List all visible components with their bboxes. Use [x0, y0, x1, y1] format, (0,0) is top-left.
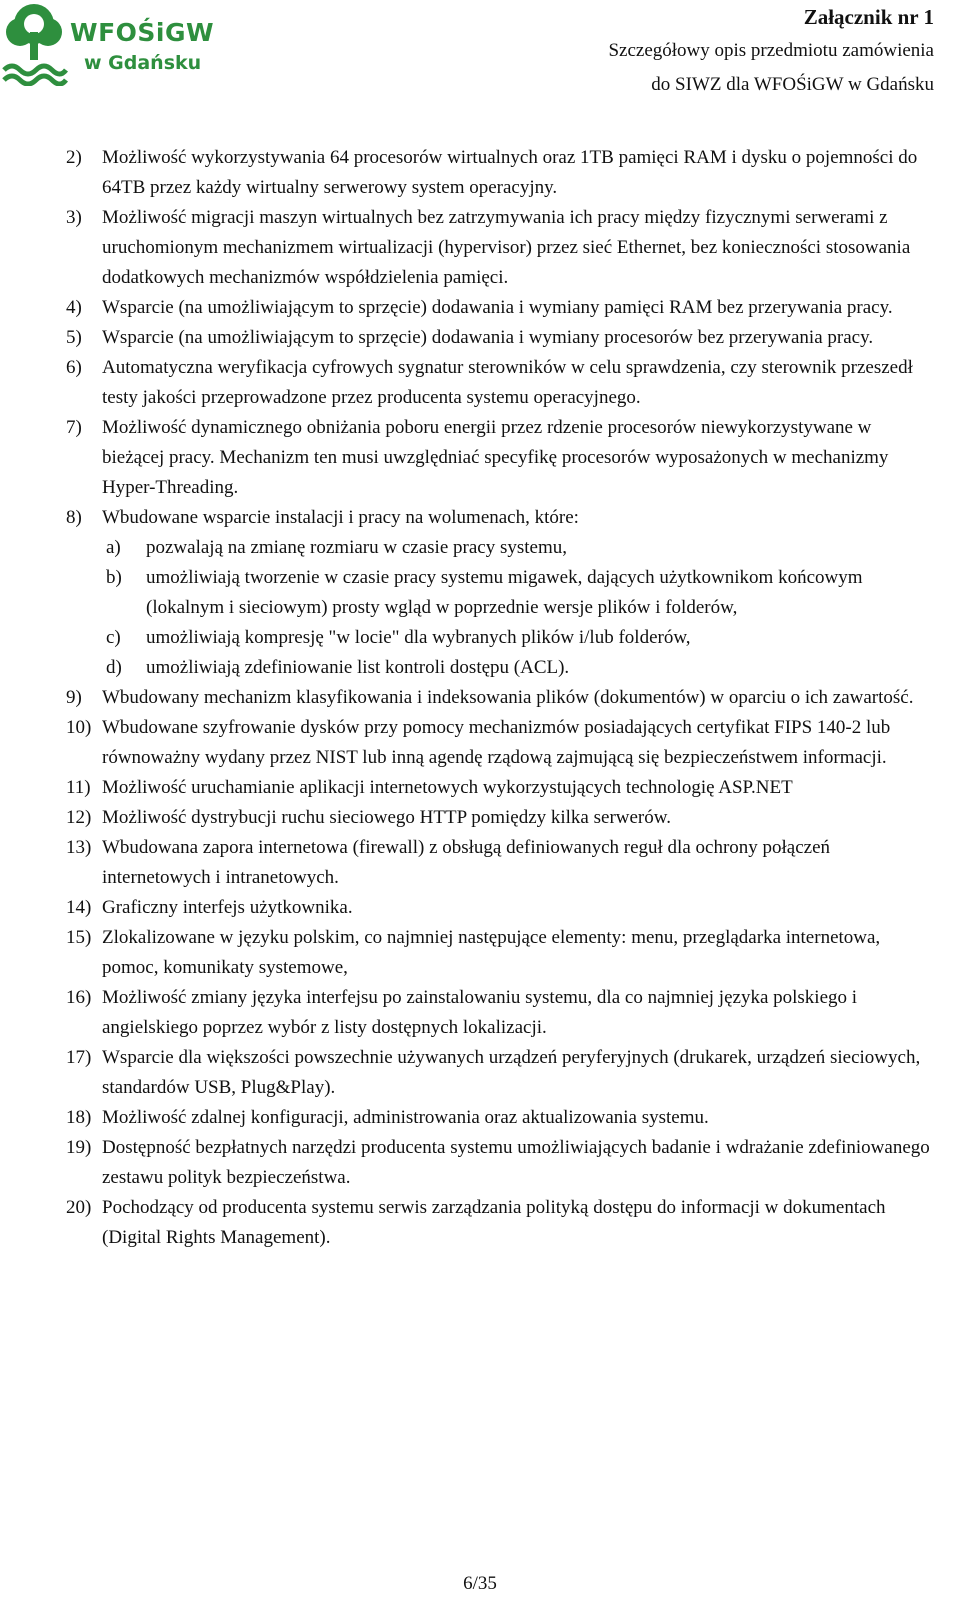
item-number: 18) — [66, 1107, 92, 1128]
item-number: 14) — [66, 897, 92, 918]
item-number: 17) — [66, 1047, 92, 1068]
sub-list-item — [106, 623, 936, 653]
list-item — [66, 203, 936, 293]
sub-list-item — [106, 563, 936, 623]
item-text: Wbudowany mechanizm klasyfikowania i indeksowania plików (dokumentów) w oparciu o ich zawartość. — [102, 687, 914, 708]
list-item — [66, 893, 936, 923]
item-text: Wbudowana zapora internetowa (firewall) z obsługą definiowanych reguł dla ochrony połączeń internetowych i intranetowych. — [102, 837, 831, 888]
item-number: 2) — [66, 147, 82, 168]
list-item — [66, 923, 936, 983]
sub-item-letter: c) — [106, 627, 121, 648]
item-text: Wsparcie dla większości powszechnie używanych urządzeń peryferyjnych (drukarek, urządzeń sieciowych, standardów USB, Plug&Play). — [102, 1047, 921, 1098]
sub-item-text: umożliwiają zdefiniowanie list kontroli dostępu (ACL). — [146, 657, 570, 678]
logo-text-line2: w Gdańsku — [84, 52, 202, 74]
item-text: Wsparcie (na umożliwiającym to sprzęcie) dodawania i wymiany procesorów bez przerywania pracy. — [102, 327, 874, 348]
item-number: 19) — [66, 1137, 92, 1158]
list-item — [66, 293, 936, 323]
item-text: Pochodzący od producenta systemu serwis zarządzania polityką dostępu do informacji w dokumentach (Digital Rights Management). — [102, 1197, 886, 1248]
item-number: 4) — [66, 297, 82, 318]
list-item — [66, 983, 936, 1043]
sub-item-text: umożliwiają kompresję "w locie" dla wybranych plików i/lub folderów, — [146, 627, 691, 648]
list-item — [66, 413, 936, 503]
sub-list-item — [106, 653, 936, 683]
item-text: Możliwość dystrybucji ruchu sieciowego HTTP pomiędzy kilka serwerów. — [102, 807, 671, 828]
item-text: Dostępność bezpłatnych narzędzi producenta systemu umożliwiających badanie i wdrażanie zdefiniowanego zestawu polityk bezpieczeństwa. — [102, 1137, 930, 1188]
item-number: 11) — [66, 777, 91, 798]
list-item — [66, 773, 936, 803]
header-info — [608, 0, 934, 102]
item-number: 6) — [66, 357, 82, 378]
item-text: Zlokalizowane w języku polskim, co najmniej następujące elementy: menu, przeglądarka internetowa, pomoc, komunikaty systemowe, — [102, 927, 881, 978]
list-item — [66, 1043, 936, 1103]
list-item — [66, 683, 936, 713]
item-number: 13) — [66, 837, 92, 858]
item-text: Wsparcie (na umożliwiającym to sprzęcie) dodawania i wymiany pamięci RAM bez przerywania pracy. — [102, 297, 893, 318]
list-item — [66, 713, 936, 773]
sub-item-letter: b) — [106, 567, 122, 588]
sub-item-text: umożliwiają tworzenie w czasie pracy systemu migawek, dających użytkownikom końcowym (lokalnym i sieciowym) prosty wgląd w poprzednie wersje plików i folderów, — [146, 567, 863, 618]
item-number: 7) — [66, 417, 82, 438]
annex-title: Załącznik nr 1 — [803, 5, 934, 29]
item-text: Wbudowane wsparcie instalacji i pracy na wolumenach, które: — [102, 507, 579, 528]
sub-item-letter: a) — [106, 537, 121, 558]
list-item — [66, 323, 936, 353]
tree-logo-icon — [0, 2, 70, 86]
header-subtitle-1: Szczegółowy opis przedmiotu zamówienia — [608, 40, 934, 61]
logo-text-line1: WFOŚiGW — [70, 18, 215, 47]
sub-list-item — [106, 533, 936, 563]
item-number: 10) — [66, 717, 92, 738]
sub-list — [106, 533, 936, 683]
sub-item-text: pozwalają na zmianę rozmiaru w czasie pracy systemu, — [146, 537, 567, 558]
item-number: 16) — [66, 987, 92, 1008]
logo — [0, 2, 240, 86]
list-item — [66, 833, 936, 893]
list-item — [66, 353, 936, 413]
page-number: 6/35 — [463, 1573, 497, 1594]
item-number: 5) — [66, 327, 82, 348]
item-text: Graficzny interfejs użytkownika. — [102, 897, 353, 918]
list-item — [66, 1103, 936, 1133]
item-text: Automatyczna weryfikacja cyfrowych sygnatur sterowników w celu sprawdzenia, czy sterownik przeszedł testy jakości przeprowadzone przez producenta systemu operacyjnego. — [102, 357, 913, 408]
header-subtitle-2: do SIWZ dla WFOŚiGW w Gdańsku — [651, 74, 934, 95]
item-number: 12) — [66, 807, 92, 828]
list-item — [66, 143, 936, 203]
list-item — [66, 1193, 936, 1253]
list-item — [66, 503, 936, 683]
item-number: 20) — [66, 1197, 92, 1218]
item-number: 3) — [66, 207, 82, 228]
list-item — [66, 1133, 936, 1193]
item-number: 15) — [66, 927, 92, 948]
item-number: 9) — [66, 687, 82, 708]
list-item — [66, 803, 936, 833]
item-text: Możliwość migracji maszyn wirtualnych bez zatrzymywania ich pracy między fizycznymi serwerami z uruchomionym mechanizmem wirtualizacji (hypervisor) przez sieć Ethernet, bez konieczności stosowania dodatkowych mechanizmów współdzielenia pamięci. — [102, 207, 911, 288]
item-text: Wbudowane szyfrowanie dysków przy pomocy mechanizmów posiadających certyfikat FIPS 140-2 lub równoważny wydany przez NIST lub inną agendę rządową zajmującą się bezpieczeństwem informacji. — [102, 717, 891, 768]
item-text: Możliwość wykorzystywania 64 procesorów wirtualnych oraz 1TB pamięci RAM i dysku o pojemności do 64TB przez każdy wirtualny serwerowy system operacyjny. — [102, 147, 918, 198]
item-text: Możliwość dynamicznego obniżania poboru energii przez rdzenie procesorów niewykorzystywane w bieżącej pracy. Mechanizm ten musi uwzględniać specyfikę procesorów wyposażonych w mechanizmy Hyper-Threading. — [102, 417, 889, 498]
item-text: Możliwość zdalnej konfiguracji, administrowania oraz aktualizowania systemu. — [102, 1107, 709, 1128]
item-text: Możliwość uruchamianie aplikacji internetowych wykorzystujących technologię ASP.NET — [102, 777, 793, 798]
item-text: Możliwość zmiany języka interfejsu po zainstalowaniu systemu, dla co najmniej języka polskiego i angielskiego poprzez wybór z listy dostępnych lokalizacji. — [102, 987, 858, 1038]
requirements-list — [66, 143, 936, 1253]
item-number: 8) — [66, 507, 82, 528]
sub-item-letter: d) — [106, 657, 122, 678]
